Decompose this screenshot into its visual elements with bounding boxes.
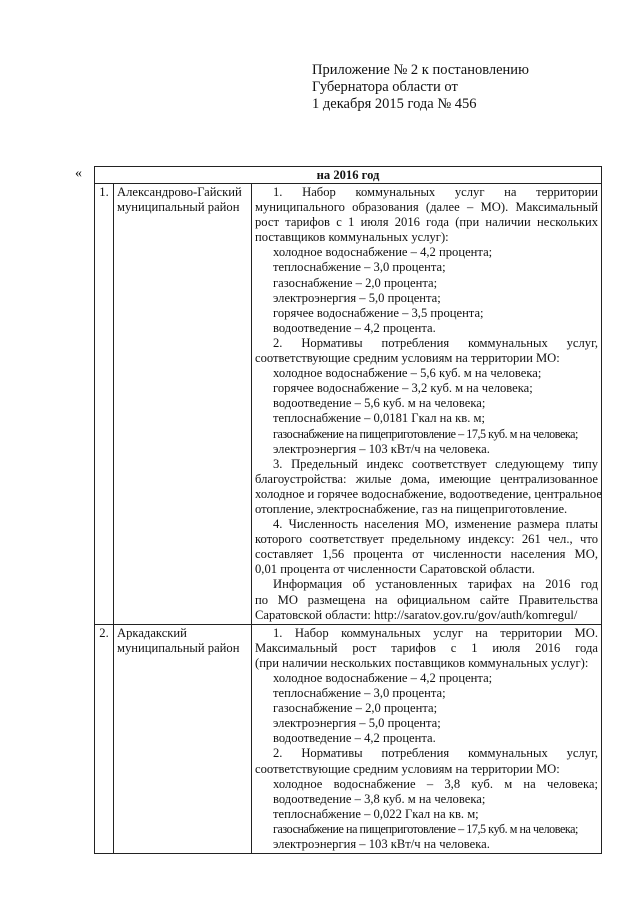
desc-line: холодное водоснабжение – 4,2 процента; bbox=[273, 245, 493, 260]
desc-line: горячее водоснабжение – 3,5 процента; bbox=[273, 305, 484, 320]
desc-line: отопление, электроснабжение, газ на пищеприготовление. bbox=[255, 501, 568, 516]
municipality-name-line: Александрово-Гайский bbox=[117, 185, 242, 199]
row-number: 2. bbox=[95, 624, 114, 853]
desc-line: которого соответствует предельному индексу: 261 чел., что bbox=[255, 532, 598, 547]
header-line-2: Губернатора области от bbox=[312, 79, 458, 95]
desc-line: муниципального образования (далее – МО). Максимальный bbox=[255, 200, 598, 215]
desc-line: поставщиков коммунальных услуг): bbox=[255, 230, 449, 245]
desc-line: водоотведение – 3,8 куб. м на человека; bbox=[273, 791, 486, 806]
desc-line: 4. Численность населения МО, изменение размера платы bbox=[273, 517, 598, 532]
desc-line: составляет 1,56 процента от численности населения МО, bbox=[255, 547, 598, 562]
municipality-name bbox=[114, 624, 252, 853]
desc-line: водоотведение – 5,6 куб. м на человека; bbox=[273, 396, 486, 411]
table-row bbox=[95, 184, 602, 625]
desc-line: Информация об установленных тарифах на 2016 год bbox=[273, 577, 598, 592]
desc-line: горячее водоснабжение – 3,2 куб. м на человека; bbox=[273, 381, 533, 396]
desc-line: теплоснабжение – 3,0 процента; bbox=[273, 686, 446, 701]
desc-line: холодное водоснабжение – 4,2 процента; bbox=[273, 671, 493, 685]
header-line-1: Приложение № 2 к постановлению bbox=[312, 62, 529, 78]
table-row bbox=[95, 624, 602, 853]
desc-line: 2. Нормативы потребления коммунальных услуг, bbox=[273, 335, 598, 350]
municipality-name bbox=[114, 184, 252, 625]
desc-line: водоотведение – 4,2 процента. bbox=[273, 731, 436, 746]
desc-line: теплоснабжение – 0,022 Гкал на кв. м; bbox=[273, 806, 479, 821]
municipality-name-line: Аркадакский bbox=[117, 625, 187, 640]
desc-line: благоустройства: жилые дома, имеющие централизованное bbox=[255, 471, 598, 486]
table-header-row bbox=[95, 167, 602, 184]
desc-line: 1. Набор коммунальных услуг на территории МО. bbox=[273, 625, 598, 640]
desc-line: Саратовской области: http://saratov.gov.ru/gov/auth/komregul/ bbox=[255, 607, 578, 622]
desc-line: теплоснабжение – 0,0181 Гкал на кв. м; bbox=[273, 411, 485, 426]
desc-line: Максимальный рост тарифов с 1 июля 2016 года bbox=[255, 640, 598, 655]
desc-line: холодное водоснабжение – 5,6 куб. м на человека; bbox=[273, 366, 542, 381]
desc-line: соответствующие средним условиям на территории МО: bbox=[255, 351, 560, 366]
appendix-header bbox=[312, 62, 529, 113]
table-title: на 2016 год bbox=[95, 167, 602, 184]
desc-line: холодное и горячее водоснабжение, водоотведение, центральное bbox=[255, 486, 602, 501]
desc-line: 3. Предельный индекс соответствует следующему типу bbox=[273, 456, 598, 471]
municipality-name-line: муниципальный район bbox=[117, 200, 240, 215]
desc-line: электроэнергия – 5,0 процента; bbox=[273, 716, 441, 731]
desc-line: соответствующие средним условиям на территории МО: bbox=[255, 761, 560, 776]
desc-line: холодное водоснабжение – 3,8 куб. м на человека; bbox=[273, 776, 598, 791]
desc-line: рост тарифов с 1 июля 2016 года (при наличии нескольких bbox=[255, 215, 598, 230]
desc-line: газоснабжение – 2,0 процента; bbox=[273, 275, 438, 290]
opening-quote: « bbox=[75, 166, 82, 181]
desc-line: электроэнергия – 103 кВт/ч на человека. bbox=[273, 837, 490, 852]
tariff-table bbox=[94, 166, 602, 854]
desc-line: газоснабжение – 2,0 процента; bbox=[273, 701, 438, 716]
tariff-description bbox=[252, 184, 602, 625]
desc-line: 1. Набор коммунальных услуг на территории bbox=[273, 185, 598, 199]
desc-line: газоснабжение на пищеприготовление – 17,5 куб. м на человека; bbox=[273, 426, 578, 441]
desc-line: по МО размещена на официальном сайте Правительства bbox=[255, 592, 598, 607]
desc-line: электроэнергия – 5,0 процента; bbox=[273, 290, 441, 305]
desc-line: 2. Нормативы потребления коммунальных услуг, bbox=[273, 746, 598, 761]
desc-line: 0,01 процента от численности Саратовской области. bbox=[255, 562, 535, 577]
desc-line: электроэнергия – 103 кВт/ч на человека. bbox=[273, 441, 490, 456]
header-line-3: 1 декабря 2015 года № 456 bbox=[312, 96, 477, 112]
desc-line: (при наличии нескольких поставщиков коммунальных услуг): bbox=[255, 655, 589, 670]
desc-line: газоснабжение на пищеприготовление – 17,5 куб. м на человека; bbox=[273, 821, 578, 836]
row-number: 1. bbox=[95, 184, 114, 625]
desc-line: теплоснабжение – 3,0 процента; bbox=[273, 260, 446, 275]
municipality-name-line: муниципальный район bbox=[117, 640, 240, 655]
tariff-description bbox=[252, 624, 602, 853]
desc-line: водоотведение – 4,2 процента. bbox=[273, 320, 436, 335]
